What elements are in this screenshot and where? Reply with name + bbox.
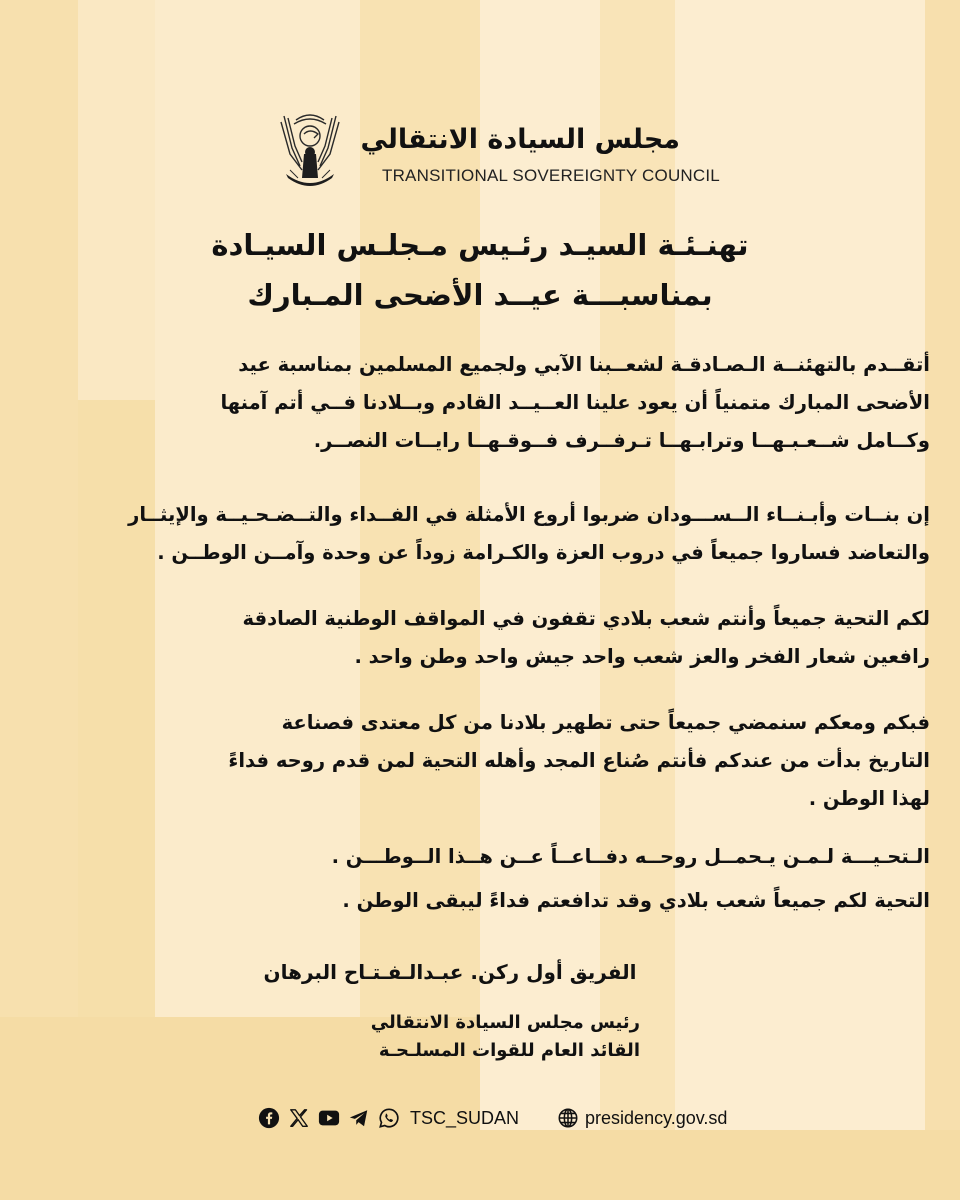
paragraph-3 [30, 600, 930, 676]
paragraph-line: لهذا الوطن . [808, 787, 930, 810]
paragraph-line: وكــامل شــعـبـهــا وترابـهــا تـرفــرف فــوقـهــا رايــات النصــر. [313, 429, 930, 452]
youtube-icon[interactable] [318, 1107, 340, 1129]
signatory-name: الفريق أول ركن. عبـدالـفـتـاح البرهان [263, 960, 637, 984]
paragraph-line: إن بنــات وأبـنــاء الــســـودان ضربوا أروع الأمثلة في الفــداء والتــضـحـيــة والإيثــار [128, 503, 930, 526]
website-link[interactable]: presidency.gov.sd [585, 1107, 728, 1128]
page-title-line-2: بمناسبـــة عيــد الأضحى المـبارك [247, 278, 713, 312]
whatsapp-icon[interactable] [378, 1107, 400, 1129]
paragraph-line: لكم التحية جميعاً وأنتم شعب بلادي تقفون في المواقف الوطنية الصادقة [242, 607, 930, 630]
paragraph-line: التحية لكم جميعاً شعب بلادي وقد تدافعتم فداءً ليبقى الوطن . [342, 889, 930, 912]
signatory-role-1: رئيس مجلس السيادة الانتقالي [370, 1012, 640, 1033]
social-handle[interactable]: TSC_SUDAN [410, 1107, 520, 1128]
paragraph-line: والتعاضد فساروا جميعاً في دروب العزة والكـرامة زوداً عن وحدة وآمــن الوطــن . [157, 541, 930, 564]
paragraph-line: الأضحى المبارك متمنياً أن يعود علينا العــيــد القادم وبــلادنا فــي أتم آمنها [220, 391, 930, 414]
header [278, 108, 720, 194]
facebook-icon[interactable] [258, 1107, 280, 1129]
telegram-icon[interactable] [348, 1107, 370, 1129]
globe-icon [557, 1107, 579, 1129]
paragraph-line: الـتحـيـــة لـمـن يـحمــل روحــه دفــاعــاً عــن هــذا الــوطـــن . [331, 845, 930, 868]
paragraph-line: أتقــدم بالتهئنــة الـصـادقـة لشعــبنا الآبي ولجميع المسلمين بمناسبة عيد [238, 353, 930, 376]
sudan-emblem-icon [278, 108, 342, 190]
org-name-english: TRANSITIONAL SOVEREIGNTY COUNCIL [382, 166, 720, 185]
paragraph-line: رافعين شعار الفخر والعز شعب واحد جيش واحد وطن واحد . [354, 645, 930, 668]
footer-contacts [258, 1103, 727, 1133]
x-icon[interactable] [288, 1107, 310, 1129]
paragraph-5 [30, 838, 930, 876]
page-title-line-1: تهنـئـة السيـد رئـيس مـجلـس السيـادة [211, 228, 749, 262]
paragraph-line: فبكم ومعكم سنمضي جميعاً حتى تطهير بلادنا من كل معتدى فصناعة [281, 711, 930, 734]
signatory-role-2: القائد العام للقوات المسلـحـة [378, 1040, 640, 1061]
paragraph-1 [30, 346, 930, 460]
paragraph-4 [30, 704, 930, 818]
paragraph-line: التاريخ بدأت من عندكم فأنتم صُناع المجد وأهله التحية لمن قدم روحه فداءً [228, 749, 930, 772]
paragraph-6 [30, 882, 930, 920]
org-name-arabic: مجلس السيادة الانتقالي [360, 124, 680, 155]
paragraph-2 [30, 496, 930, 572]
